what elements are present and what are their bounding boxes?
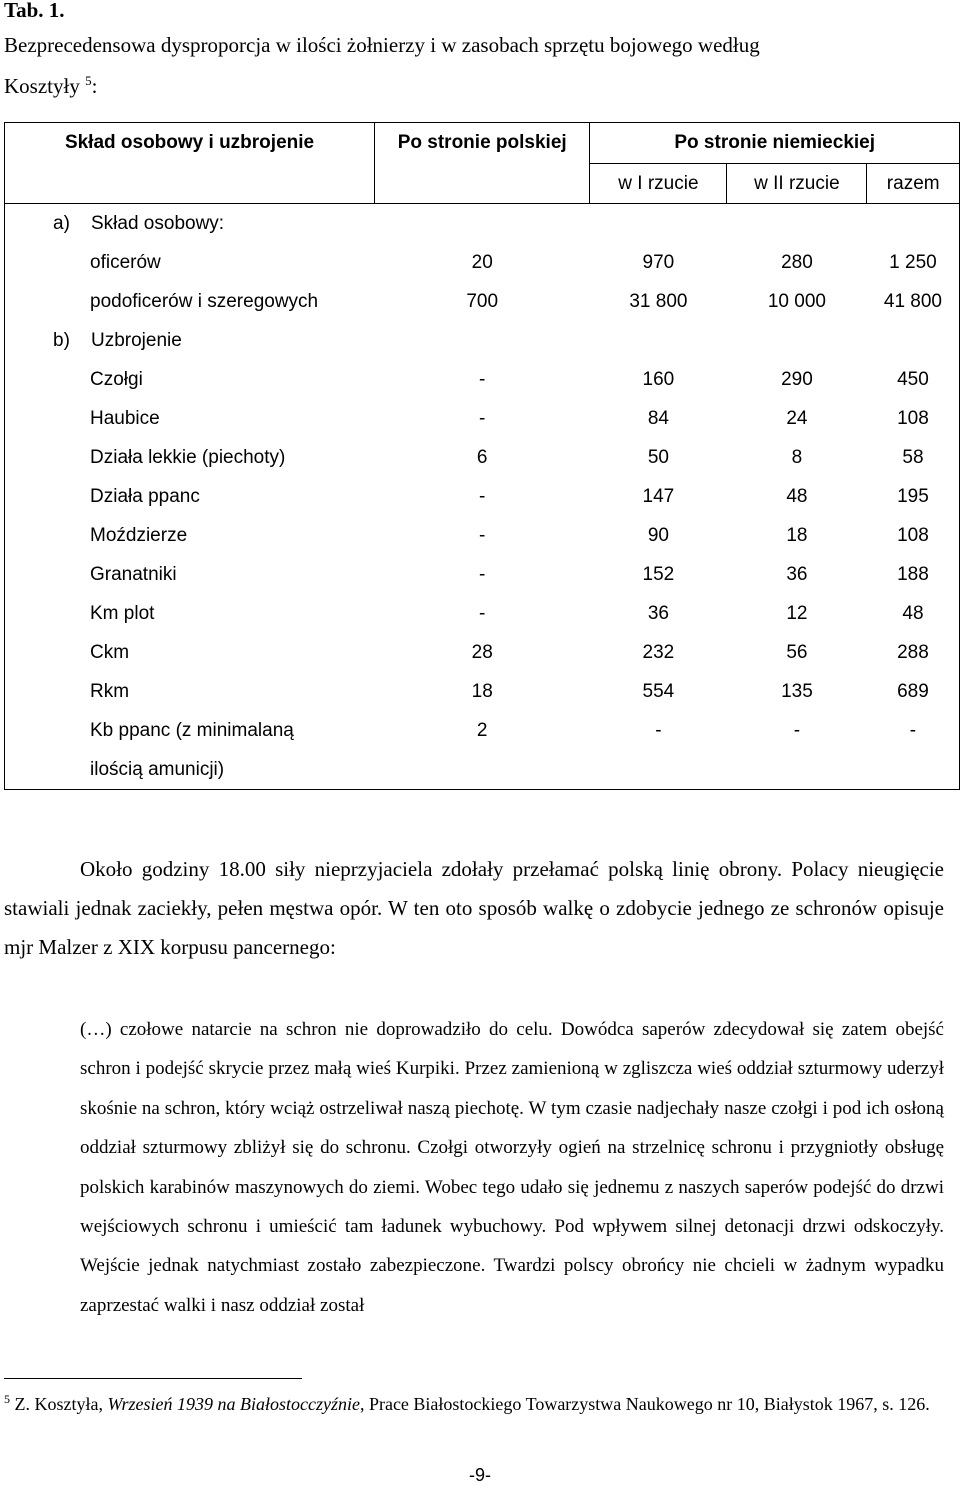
row-label: Ckm (5, 633, 375, 672)
first-wave-value: 152 (642, 563, 675, 585)
polish-value: - (479, 602, 486, 624)
row-label: Rkm (5, 672, 375, 711)
first-wave-value: 84 (647, 407, 669, 429)
polish-value: - (479, 563, 486, 585)
polish-value: 700 (466, 290, 499, 312)
first-wave-value: - (655, 719, 662, 741)
first-wave-value: 232 (642, 641, 675, 663)
table-row (5, 360, 960, 399)
table-row (5, 243, 960, 282)
table-row (5, 711, 960, 750)
section-b-heading (5, 321, 375, 360)
first-wave-value: 36 (647, 602, 669, 624)
header-second-wave: w II rzucie (727, 164, 867, 204)
total-value: 58 (867, 438, 960, 477)
header-empty-cell (5, 164, 375, 204)
polish-value: - (479, 368, 486, 390)
table-row (5, 594, 960, 633)
second-wave-value: 24 (786, 407, 808, 429)
caption-line-2 (4, 63, 954, 104)
row-label: Działa ppanc (5, 477, 375, 516)
first-wave-value: 50 (647, 446, 669, 468)
first-wave-value: 90 (647, 524, 669, 546)
total-value: 108 (867, 516, 960, 555)
section-a-letter: a) (53, 212, 70, 234)
polish-value: 28 (471, 641, 493, 663)
second-wave-value: 135 (781, 680, 813, 702)
first-wave-value: 147 (642, 485, 675, 507)
footnote-reference: 5 (85, 73, 92, 88)
footnote-number: 5 (4, 1392, 10, 1406)
section-b-letter: b) (53, 329, 70, 351)
table-row (5, 555, 960, 594)
footnote-separator (4, 1378, 302, 1379)
table-row (5, 633, 960, 672)
polish-value: 6 (476, 446, 488, 468)
row-label-line-2: ilością amunicji) (5, 750, 375, 790)
section-b-title: Uzbrojenie (91, 329, 182, 351)
table-row (5, 438, 960, 477)
row-label-line-1: Kb ppanc (z minimalaną (5, 711, 375, 750)
row-label: Działa lekkie (piechoty) (5, 438, 375, 477)
header-composition: Skład osobowy i uzbrojenie (5, 123, 375, 164)
total-value: 188 (867, 555, 960, 594)
header-german-side: Po stronie niemieckiej (590, 123, 960, 164)
table-row (5, 672, 960, 711)
polish-value: 2 (476, 719, 488, 741)
table-row (5, 399, 960, 438)
polish-value: - (479, 524, 486, 546)
first-wave-value: 970 (642, 251, 675, 273)
page-number: -9- (469, 1465, 491, 1485)
second-wave-value: 280 (781, 251, 813, 273)
header-first-wave: w I rzucie (590, 164, 727, 204)
second-wave-value: 290 (781, 368, 813, 390)
header-empty-cell (375, 164, 590, 204)
first-wave-value: 554 (642, 680, 675, 702)
footnote-title: Wrzesień 1939 na Białostocczyźnie (107, 1394, 360, 1414)
section-a-heading (5, 204, 375, 244)
table-caption (4, 28, 954, 104)
row-label: oficerów (5, 243, 375, 282)
second-wave-value: 48 (786, 485, 808, 507)
second-wave-value: 56 (786, 641, 808, 663)
total-value: 195 (867, 477, 960, 516)
table-row (5, 282, 960, 321)
total-value: 48 (867, 594, 960, 633)
polish-value: - (479, 407, 486, 429)
row-label: Moździerze (5, 516, 375, 555)
footnote (4, 1386, 944, 1418)
quoted-passage: (…) czołowe natarcie na schron nie doprowadziło do celu. Dowódca saperów zdecydował się zatem obejść schron i podejść skrycie przez małą wieś Kurpiki. Przez zamienioną w zgliszcza wieś oddział szturmowy uderzył skośnie na schron, który wciąż ostrzeliwał naszą piechotę. W tym czasie nadjechały nasze czołgi i pod ich osłoną oddział szturmowy zbliżył się do schronu. Czołgi otworzyły ogień na strzelnicę schronu i przygniotły obsługę polskich karabinów maszynowych do ziemi. Wobec tego udało się jednemu z naszych saperów podejść do drzwi wejściowych schronu i umieścić tam ładunek wybuchowy. Pod wpływem silnej detonacji drzwi odskoczyły. Wejście jednak natychmiast zostało zabezpieczone. Twardzi polscy obrońcy nie chcieli w żadnym wypadku zaprzestać walki i nasz oddział został (80, 1019, 944, 1316)
total-value: - (867, 711, 960, 750)
caption-author: Kosztyły (4, 74, 80, 98)
total-value: 288 (867, 633, 960, 672)
table-row (5, 516, 960, 555)
second-wave-value: 8 (791, 446, 803, 468)
polish-value: 20 (471, 251, 493, 273)
total-value: 108 (867, 399, 960, 438)
table-row (5, 477, 960, 516)
second-wave-value: 10 000 (767, 290, 826, 312)
polish-value: - (479, 485, 486, 507)
footnote-rest: , Prace Białostockiego Towarzystwa Naukowego nr 10, Białystok 1967, s. 126. (359, 1394, 930, 1414)
row-label: Granatniki (5, 555, 375, 594)
row-label: Haubice (5, 399, 375, 438)
second-wave-value: 18 (786, 524, 808, 546)
polish-value: 18 (471, 680, 493, 702)
row-label: Km plot (5, 594, 375, 633)
total-value: 450 (867, 360, 960, 399)
row-label: podoficerów i szeregowych (5, 282, 375, 321)
second-wave-value: - (793, 719, 801, 741)
second-wave-value: 12 (786, 602, 808, 624)
comparison-table (4, 122, 960, 790)
total-value: 41 800 (867, 282, 960, 321)
total-value: 1 250 (867, 243, 960, 282)
first-wave-value: 31 800 (629, 290, 688, 312)
table-number: Tab. 1. (4, 0, 65, 22)
caption-line-1: Bezprecedensowa dysproporcja w ilości żołnierzy i w zasobach sprzętu bojowego według (4, 33, 760, 57)
second-wave-value: 36 (786, 563, 808, 585)
body-paragraph: Około godziny 18.00 siły nieprzyjaciela zdołały przełamać polską linię obrony. Polacy nieugięcie stawiali jednak zaciekły, pełen męstwa opór. W ten oto sposób walkę o zdobycie jednego ze schronów opisuje mjr Malzer z XIX korpusu pancernego: (4, 857, 944, 959)
row-label: Czołgi (5, 360, 375, 399)
section-a-title: Skład osobowy: (91, 212, 225, 234)
header-polish-side: Po stronie polskiej (375, 123, 590, 164)
header-total: razem (867, 164, 960, 204)
total-value: 689 (867, 672, 960, 711)
caption-colon: : (91, 74, 98, 98)
first-wave-value: 160 (642, 368, 675, 390)
footnote-author: Z. Kosztyła, (14, 1394, 108, 1414)
